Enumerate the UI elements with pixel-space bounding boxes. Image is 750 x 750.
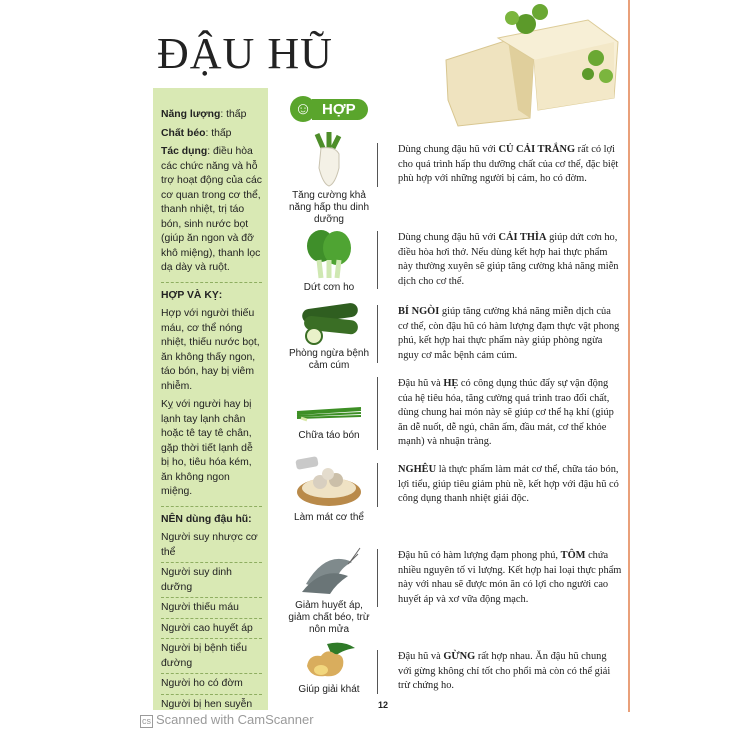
should-list-item: Người suy nhược cơ thể — [161, 531, 262, 563]
desc-food-name: GỪNG — [443, 651, 476, 662]
desc-text: Đậu hũ có hàm lượng đạm phong phú, — [398, 550, 561, 561]
desc-text: rất hợp nhau. Ăn đậu hũ chung với gừng không chỉ tốt cho phổi mà còn có thể giải trừ chứng ho. — [398, 651, 611, 691]
sidebar-info-box — [153, 88, 268, 710]
hop-label: HỢP — [312, 99, 368, 120]
desc-text: là thực phẩm làm mát cơ thể, chữa táo bón, lợi tiểu, giúp tiêu giảm phù nề, kết hợp với đậu hũ có công dụng thanh nhiệt giải độc. — [398, 464, 619, 504]
desc-food-name: HẸ — [443, 378, 459, 389]
food-caption: Chữa táo bón — [298, 430, 360, 441]
food-item-chives — [283, 396, 375, 442]
desc-bokchoy — [377, 231, 622, 289]
shrimp-icon — [296, 544, 362, 598]
energy-key: Năng lượng — [161, 109, 221, 120]
should-list-item: Người bị bệnh tiểu đường — [161, 642, 262, 674]
desc-text: giúp dứt cơn ho, điều hòa hơi thở. Nếu dùng kết hợp hai thực phẩm này thường xuyên sẽ giúp tăng cường khả năng miễn dịch cho cơ thể. — [398, 232, 619, 287]
food-caption: Làm mát cơ thể — [294, 512, 364, 523]
food-item-bokchoy — [283, 226, 375, 294]
bok-choy-icon — [299, 226, 359, 280]
desc-text: có công dụng thúc đẩy sự vận động của hệ tiêu hóa, tăng cường quá trình trao đổi chất, dùng chung hai món này sẽ giúp cơ thể hạ khí (giúp ăn dễ nuốt, dễ ngủ, chân ấm, đầu mát, cơ thể khỏe mạnh) và nhuận tràng. — [398, 378, 614, 447]
desc-food-name: TÔM — [560, 550, 586, 561]
divider — [161, 282, 262, 283]
should-heading: NÊN dùng đậu hũ: — [161, 513, 252, 525]
food-item-shrimp — [283, 544, 375, 636]
desc-text: Dùng chung đậu hũ với — [398, 144, 499, 155]
camscanner-watermark — [140, 712, 314, 728]
food-item-radish — [283, 130, 375, 226]
effect-row — [161, 145, 262, 276]
desc-radish — [377, 143, 622, 187]
food-item-clams — [283, 454, 375, 524]
desc-text: Dùng chung đậu hũ với — [398, 232, 499, 243]
food-caption: Giảm huyết áp, giảm chất béo, trừ nôn mửa — [288, 600, 370, 635]
tofu-photo — [438, 0, 628, 128]
zucchini-icon — [294, 300, 364, 346]
clams-icon — [294, 454, 364, 510]
fat-key: Chất béo — [161, 127, 206, 139]
camscanner-logo-icon: cs — [142, 716, 151, 726]
should-list-item: Người suy dinh dưỡng — [161, 566, 262, 598]
food-caption: Phòng ngừa bệnh cảm cúm — [288, 348, 370, 371]
desc-text: giúp tăng cường khả năng miễn dịch của cơ thể, còn đậu hũ có hàm lượng đạm thực vật phong phú, kết hợp hai thực phẩm này giúp phòng ngừa nguy cơ mắc bệnh cảm cúm. — [398, 306, 620, 361]
chives-icon — [293, 396, 365, 428]
desc-food-name: CẢI THÌA — [498, 232, 547, 243]
desc-food-name: CỦ CẢI TRẮNG — [498, 144, 576, 155]
food-caption: Tăng cường khả năng hấp thu dinh dưỡng — [288, 190, 370, 225]
fat-value: : thấp — [205, 127, 232, 139]
desc-text: Đậu hũ và — [398, 651, 444, 662]
should-list-item: Người thiếu máu — [161, 601, 262, 619]
desc-text: chứa nhiều nguyên tố vi lượng. Kết hợp hai loại thực phẩm này với nhau sẽ được món ăn có lợi cho người cao huyết áp và xơ vữa động mạch. — [398, 550, 622, 605]
fat-row — [161, 127, 262, 142]
divider — [161, 506, 262, 507]
desc-zucchini — [377, 305, 622, 363]
should-list-item: Người cao huyết áp — [161, 622, 262, 640]
ginger-icon — [299, 640, 359, 682]
page-number: 12 — [378, 700, 389, 710]
desc-food-name: BÍ NGÒI — [398, 306, 440, 317]
effect-value: : điều hòa các chức năng và hỗ trợ hoạt động của các cơ quan trong cơ thể, thanh nhiệt, trị táo bón, sinh nước bọt (giúp ăn ngon và đỡ khô miệng), thanh lọc dạ dày và ruột. — [161, 146, 262, 273]
compat-heading: HỢP VÀ KỴ: — [161, 289, 223, 301]
should-list-item: Người bị hen suyễn — [161, 698, 262, 711]
watermark-text: Scanned with CamScanner — [156, 712, 314, 727]
page-title: ĐẬU HŨ — [157, 29, 333, 78]
effect-key: Tác dụng — [161, 146, 208, 157]
desc-ginger — [377, 650, 622, 694]
desc-text: rất có lợi cho quá trình hấp thu dưỡng chất của cơ thể, đặc biệt phù hợp với những người bị cảm, ho có đờm. — [398, 144, 619, 184]
hop-badge — [290, 96, 368, 122]
food-item-ginger — [283, 640, 375, 696]
should-list-item: Người ho có đờm — [161, 677, 262, 695]
compat-paragraph-2: Kỵ với người hay bị lạnh tay lạnh chân hoặc tê tay tê chân, gặp thời tiết lạnh dễ bị ho, tiêu hóa kém, ăn không ngon miệng. — [161, 399, 253, 497]
food-item-zucchini — [283, 300, 375, 372]
food-caption: Giúp giải khát — [298, 684, 360, 695]
compat-paragraph-1: Hợp với người thiếu máu, cơ thể nóng nhiệt, thiếu nước bọt, ăn không thấy ngon, táo bón, hay bị viêm nhiễm. — [161, 308, 260, 392]
desc-clams — [377, 463, 622, 507]
desc-shrimp — [377, 549, 622, 607]
desc-chives — [377, 377, 622, 450]
daikon-radish-icon — [299, 130, 359, 188]
energy-row — [161, 108, 262, 123]
food-caption: Dứt cơn ho — [303, 282, 355, 293]
smiley-icon: ☺ — [290, 96, 316, 122]
energy-value: : thấp — [220, 109, 247, 120]
desc-food-name: NGHÊU — [398, 464, 437, 475]
desc-text: Đậu hũ và — [398, 378, 444, 389]
